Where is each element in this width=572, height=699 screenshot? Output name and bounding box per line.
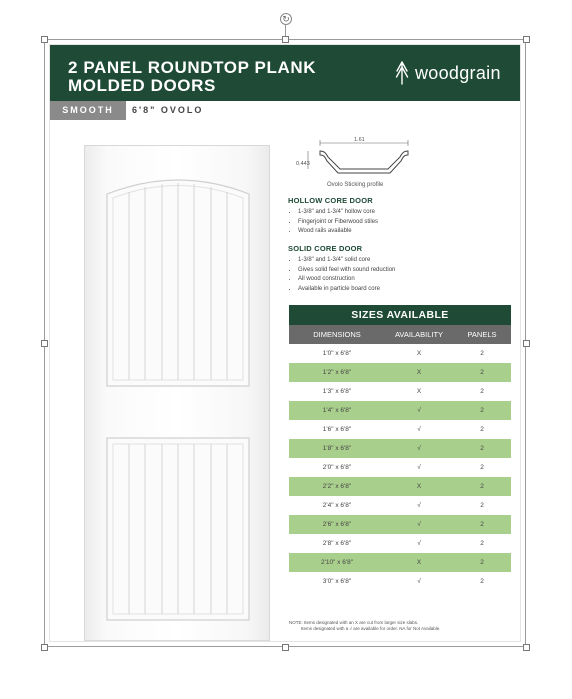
table-row — [289, 534, 511, 553]
table-row — [289, 382, 511, 401]
cell-availability: X — [416, 369, 422, 376]
cell-availability: √ — [417, 578, 421, 585]
cell-availability: √ — [417, 426, 421, 433]
rotate-handle-icon[interactable]: ↻ — [280, 13, 292, 25]
profile-width-label: 1.61 — [354, 137, 365, 143]
resize-handle-top[interactable] — [282, 36, 289, 43]
title-line-1: 2 PANEL ROUNDTOP PLANK — [68, 58, 317, 77]
cell-panels: 2 — [480, 388, 484, 395]
solid-core-section — [288, 244, 518, 294]
cell-dimensions: 1'3" x 6'8" — [322, 388, 352, 395]
cell-dimensions: 2'8" x 6'8" — [322, 540, 352, 547]
list-item: • Available in particle board core — [298, 285, 518, 295]
cell-availability: √ — [417, 464, 421, 471]
cell-panels: 2 — [480, 445, 484, 452]
table-row — [289, 477, 511, 496]
column-header-availability: AVAILABILITY — [394, 330, 444, 339]
door-panels-graphic — [85, 146, 271, 642]
table-row — [289, 553, 511, 572]
cell-dimensions: 2'4" x 6'8" — [322, 502, 352, 509]
cell-availability: X — [416, 483, 422, 490]
solid-core-list — [288, 256, 518, 294]
table-body — [289, 344, 511, 591]
cell-panels: 2 — [480, 483, 484, 490]
brand-name: woodgrain — [415, 62, 501, 83]
cell-availability: √ — [417, 502, 421, 509]
door-illustration — [84, 145, 270, 641]
finish-label: SMOOTH — [50, 101, 126, 120]
brand-logo — [395, 61, 501, 85]
cell-availability: √ — [417, 521, 421, 528]
table-row — [289, 572, 511, 591]
sheet-header — [50, 45, 520, 101]
cell-availability: √ — [417, 540, 421, 547]
solid-core-heading: SOLID CORE DOOR — [288, 244, 363, 253]
resize-handle-top-right[interactable] — [523, 36, 530, 43]
hollow-core-heading: HOLLOW CORE DOOR — [288, 196, 373, 205]
cell-dimensions: 2'2" x 6'8" — [322, 483, 352, 490]
table-row — [289, 363, 511, 382]
resize-handle-left[interactable] — [41, 340, 48, 347]
cell-panels: 2 — [480, 578, 484, 585]
resize-handle-right[interactable] — [523, 340, 530, 347]
list-item: • All wood construction — [298, 275, 518, 285]
sizes-table — [289, 305, 511, 591]
list-item: • Wood rails available — [298, 227, 518, 237]
table-row — [289, 420, 511, 439]
list-item: • Fingerjoint or Fiberwood stiles — [298, 218, 518, 228]
cell-dimensions: 1'4" x 6'8" — [322, 407, 352, 414]
cell-dimensions: 3'0" x 6'8" — [322, 578, 352, 585]
cell-panels: 2 — [480, 464, 484, 471]
footnote — [289, 620, 514, 631]
cell-dimensions: 2'0" x 6'8" — [322, 464, 352, 471]
table-row — [289, 515, 511, 534]
column-header-panels: PANELS — [467, 330, 497, 339]
cell-panels: 2 — [480, 502, 484, 509]
resize-handle-top-left[interactable] — [41, 36, 48, 43]
table-row — [289, 496, 511, 515]
cell-dimensions: 1'6" x 6'8" — [322, 426, 352, 433]
cell-dimensions: 1'8" x 6'8" — [322, 445, 352, 452]
table-row — [289, 458, 511, 477]
profile-depth-label: 0.443 — [296, 161, 310, 167]
cell-panels: 2 — [480, 407, 484, 414]
list-item: • Gives solid feel with sound reduction — [298, 266, 518, 276]
table-row — [289, 439, 511, 458]
product-sheet[interactable] — [50, 45, 520, 641]
tree-icon — [395, 61, 409, 85]
resize-handle-bottom-right[interactable] — [523, 644, 530, 651]
hollow-core-list — [288, 208, 518, 237]
cell-panels: 2 — [480, 426, 484, 433]
product-title — [68, 59, 316, 95]
list-item: • 1-3/8" and 1-3/4" solid core — [298, 256, 518, 266]
cell-panels: 2 — [480, 369, 484, 376]
table-row — [289, 344, 511, 363]
resize-handle-bottom-left[interactable] — [41, 644, 48, 651]
spec-bar — [50, 101, 520, 120]
cell-availability: X — [416, 350, 422, 357]
footnote-line-1: NOTE: Items designated with an X are cut from larger size slabs. — [289, 620, 419, 625]
title-line-2: MOLDED DOORS — [68, 76, 216, 95]
list-item: • 1-3/8" and 1-3/4" hollow core — [298, 208, 518, 218]
cell-availability: √ — [417, 407, 421, 414]
cell-dimensions: 2'6" x 6'8" — [322, 521, 352, 528]
sticking-label: 6'8" OVOLO — [132, 105, 204, 115]
cell-availability: X — [416, 388, 422, 395]
sizes-title: SIZES AVAILABLE — [289, 305, 511, 325]
hollow-core-section — [288, 196, 518, 237]
cell-availability: X — [416, 559, 422, 566]
profile-caption: Ovolo Sticking profile — [327, 182, 384, 188]
cell-dimensions: 1'2" x 6'8" — [322, 369, 352, 376]
cell-availability: √ — [417, 445, 421, 452]
cell-panels: 2 — [480, 350, 484, 357]
cell-panels: 2 — [480, 540, 484, 547]
table-row — [289, 401, 511, 420]
cell-dimensions: 2'10" x 6'8" — [320, 559, 354, 566]
resize-handle-bottom[interactable] — [282, 644, 289, 651]
cell-panels: 2 — [480, 559, 484, 566]
column-header-dimensions: DIMENSIONS — [313, 330, 361, 339]
cell-dimensions: 1'0" x 6'8" — [322, 350, 352, 357]
table-header — [289, 325, 511, 344]
footnote-line-2: Items designated with a √ are available for order. NA for Not Available. — [301, 625, 441, 631]
cell-panels: 2 — [480, 521, 484, 528]
